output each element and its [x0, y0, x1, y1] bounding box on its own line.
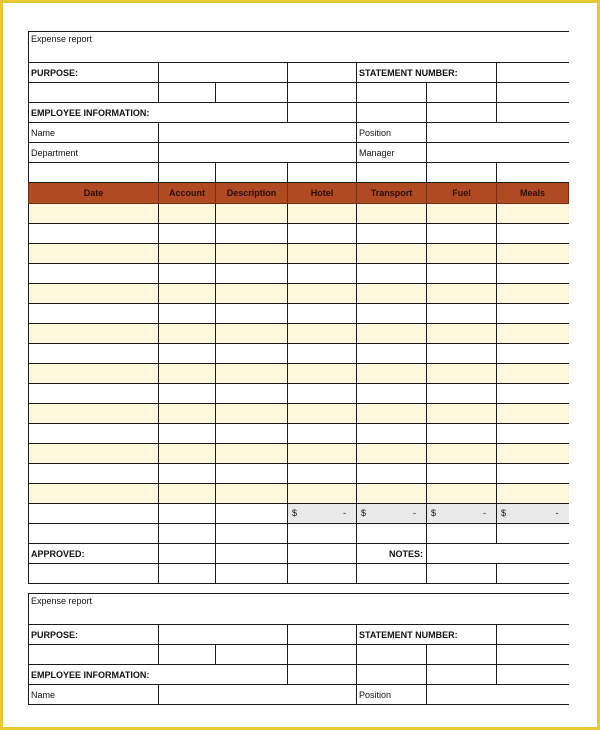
expense-cell[interactable] [29, 204, 159, 224]
expense-cell[interactable] [216, 444, 288, 464]
cell[interactable] [427, 645, 497, 665]
expense-cell[interactable] [216, 304, 288, 324]
name-row [29, 685, 569, 705]
cell[interactable] [159, 83, 216, 103]
employee-info-label: EMPLOYEE INFORMATION: [29, 103, 288, 123]
totals-row [29, 504, 569, 524]
expense-cell[interactable] [357, 424, 427, 444]
cell[interactable] [216, 564, 288, 584]
cell[interactable] [427, 564, 497, 584]
cell[interactable] [216, 544, 288, 564]
expense-cell[interactable] [497, 204, 569, 224]
cell[interactable] [357, 83, 427, 103]
expense-cell[interactable] [357, 484, 427, 504]
blank-row [29, 645, 569, 665]
expense-cell[interactable] [216, 244, 288, 264]
expense-cell[interactable] [288, 484, 357, 504]
expense-cell[interactable] [159, 364, 216, 384]
cell[interactable] [288, 83, 357, 103]
cell[interactable] [288, 645, 357, 665]
statement-number-value[interactable] [497, 625, 569, 645]
cell[interactable] [497, 83, 569, 103]
expense-cell[interactable] [159, 464, 216, 484]
expense-cell[interactable] [159, 224, 216, 244]
expense-row [29, 484, 569, 504]
expense-cell[interactable] [497, 464, 569, 484]
cell[interactable] [159, 504, 216, 524]
expense-cell[interactable] [288, 204, 357, 224]
cell[interactable] [288, 524, 357, 544]
total-fuel [427, 504, 497, 524]
expense-entries [29, 204, 569, 504]
name-value[interactable] [159, 685, 357, 705]
expense-cell[interactable] [29, 324, 159, 344]
expense-row [29, 324, 569, 344]
column-header-description: Description [216, 183, 288, 204]
purpose-row [29, 625, 569, 645]
expense-cell[interactable] [357, 364, 427, 384]
expense-cell[interactable] [216, 324, 288, 344]
expense-cell[interactable] [427, 304, 497, 324]
purpose-value[interactable] [159, 63, 288, 83]
expense-cell[interactable] [216, 424, 288, 444]
cell[interactable] [497, 665, 569, 685]
expense-cell[interactable] [29, 344, 159, 364]
expense-cell[interactable] [427, 224, 497, 244]
expense-cell[interactable] [497, 324, 569, 344]
cell[interactable] [288, 103, 357, 123]
cell[interactable] [497, 163, 569, 183]
expense-cell[interactable] [29, 264, 159, 284]
report-title: Expense report [29, 32, 569, 63]
expense-report-sheet-2 [28, 593, 569, 705]
expense-cell[interactable] [288, 224, 357, 244]
position-label: Position [357, 123, 427, 143]
purpose-label: PURPOSE: [29, 63, 159, 83]
expense-cell[interactable] [159, 444, 216, 464]
expense-cell[interactable] [427, 284, 497, 304]
expense-cell[interactable] [29, 364, 159, 384]
manager-label: Manager [357, 143, 427, 163]
expense-row [29, 284, 569, 304]
expense-cell[interactable] [497, 304, 569, 324]
expense-row [29, 224, 569, 244]
currency-symbol: $ [361, 508, 367, 518]
currency-symbol: $ [501, 508, 507, 518]
expense-cell[interactable] [288, 444, 357, 464]
name-label: Name [29, 123, 159, 143]
expense-cell[interactable] [29, 224, 159, 244]
expense-cell[interactable] [29, 284, 159, 304]
expense-cell[interactable] [497, 444, 569, 464]
expense-cell[interactable] [288, 304, 357, 324]
statement-number-label: STATEMENT NUMBER: [357, 625, 497, 645]
cell[interactable] [216, 504, 288, 524]
blank-row [29, 83, 569, 103]
statement-number-value[interactable] [497, 63, 569, 83]
purpose-row [29, 63, 569, 83]
expense-cell[interactable] [159, 244, 216, 264]
purpose-value[interactable] [159, 625, 288, 645]
cell[interactable] [357, 103, 427, 123]
expense-row [29, 304, 569, 324]
expense-cell[interactable] [159, 484, 216, 504]
position-label: Position [357, 685, 427, 705]
expense-cell[interactable] [288, 244, 357, 264]
expense-cell[interactable] [29, 304, 159, 324]
cell[interactable] [29, 524, 159, 544]
cell[interactable] [357, 524, 427, 544]
expense-row [29, 204, 569, 224]
expense-row [29, 424, 569, 444]
expense-cell[interactable] [357, 464, 427, 484]
expense-cell[interactable] [159, 284, 216, 304]
cell[interactable] [427, 524, 497, 544]
expense-cell[interactable] [357, 304, 427, 324]
column-header-account: Account [159, 183, 216, 204]
expense-cell[interactable] [497, 244, 569, 264]
cell[interactable] [29, 83, 159, 103]
statement-number-label: STATEMENT NUMBER: [357, 63, 497, 83]
cell[interactable] [497, 103, 569, 123]
expense-cell[interactable] [357, 444, 427, 464]
expense-row [29, 384, 569, 404]
manager-value[interactable] [427, 143, 569, 163]
purpose-label: PURPOSE: [29, 625, 159, 645]
notes-value[interactable] [427, 544, 569, 564]
expense-cell[interactable] [216, 364, 288, 384]
cell[interactable] [357, 163, 427, 183]
cell[interactable] [288, 665, 357, 685]
cell[interactable] [288, 63, 357, 83]
expense-cell[interactable] [427, 444, 497, 464]
total-amount: - [413, 508, 416, 518]
expense-cell[interactable] [427, 484, 497, 504]
employee-info-row [29, 665, 569, 685]
expense-cell[interactable] [357, 324, 427, 344]
cell[interactable] [216, 163, 288, 183]
cell[interactable] [29, 564, 159, 584]
expense-cell[interactable] [159, 304, 216, 324]
expense-cell[interactable] [29, 384, 159, 404]
cell[interactable] [357, 665, 427, 685]
report-title: Expense report [29, 594, 569, 625]
expense-cell[interactable] [216, 284, 288, 304]
expense-cell[interactable] [497, 284, 569, 304]
expense-cell[interactable] [216, 464, 288, 484]
cell[interactable] [29, 163, 159, 183]
blank-row [29, 524, 569, 544]
total-transport [357, 504, 427, 524]
cell[interactable] [216, 645, 288, 665]
expense-cell[interactable] [216, 264, 288, 284]
expense-cell[interactable] [427, 264, 497, 284]
expense-cell[interactable] [497, 264, 569, 284]
position-value[interactable] [427, 685, 569, 705]
cell[interactable] [288, 564, 357, 584]
blank-row [29, 564, 569, 584]
expense-cell[interactable] [427, 324, 497, 344]
total-amount: - [483, 508, 486, 518]
expense-cell[interactable] [427, 384, 497, 404]
employee-info-row [29, 103, 569, 123]
expense-cell[interactable] [427, 344, 497, 364]
cell[interactable] [427, 83, 497, 103]
expense-cell[interactable] [29, 444, 159, 464]
expense-cell[interactable] [288, 264, 357, 284]
expense-cell[interactable] [29, 464, 159, 484]
total-amount: - [343, 508, 346, 518]
expense-cell[interactable] [497, 404, 569, 424]
approval-row [29, 544, 569, 564]
currency-symbol: $ [431, 508, 437, 518]
cell[interactable] [497, 645, 569, 665]
cell[interactable] [357, 564, 427, 584]
total-meals [497, 504, 569, 524]
expense-row [29, 464, 569, 484]
expense-cell[interactable] [497, 384, 569, 404]
expense-cell[interactable] [427, 364, 497, 384]
department-value[interactable] [159, 143, 357, 163]
expense-cell[interactable] [427, 244, 497, 264]
position-value[interactable] [427, 123, 569, 143]
expense-cell[interactable] [357, 384, 427, 404]
expense-row [29, 364, 569, 384]
approved-label: APPROVED: [29, 544, 159, 564]
total-hotel [288, 504, 357, 524]
employee-info-label: EMPLOYEE INFORMATION: [29, 665, 288, 685]
total-amount: - [555, 508, 559, 518]
cell[interactable] [216, 83, 288, 103]
expense-cell[interactable] [216, 484, 288, 504]
cell[interactable] [288, 163, 357, 183]
cell[interactable] [29, 504, 159, 524]
expense-cell[interactable] [288, 404, 357, 424]
column-header-transport: Transport [357, 183, 427, 204]
expense-cell[interactable] [216, 224, 288, 244]
expense-cell[interactable] [427, 424, 497, 444]
expense-cell[interactable] [288, 344, 357, 364]
expense-row [29, 264, 569, 284]
expense-cell[interactable] [288, 324, 357, 344]
cell[interactable] [427, 163, 497, 183]
column-header-fuel: Fuel [427, 183, 497, 204]
expense-cell[interactable] [357, 244, 427, 264]
expense-cell[interactable] [159, 404, 216, 424]
expense-cell[interactable] [357, 344, 427, 364]
expense-cell[interactable] [427, 204, 497, 224]
expense-cell[interactable] [159, 344, 216, 364]
expense-cell[interactable] [216, 204, 288, 224]
expense-row [29, 444, 569, 464]
expense-cell[interactable] [497, 424, 569, 444]
expense-cell[interactable] [288, 424, 357, 444]
cell[interactable] [288, 544, 357, 564]
notes-label: NOTES: [357, 544, 427, 564]
department-label: Department [29, 143, 159, 163]
expense-cell[interactable] [497, 364, 569, 384]
expense-row [29, 404, 569, 424]
cell[interactable] [427, 665, 497, 685]
expense-cell[interactable] [216, 404, 288, 424]
expense-cell[interactable] [357, 204, 427, 224]
expense-cell[interactable] [288, 464, 357, 484]
blank-row [29, 163, 569, 183]
expense-row [29, 244, 569, 264]
expense-cell[interactable] [29, 424, 159, 444]
name-row [29, 123, 569, 143]
expense-cell[interactable] [427, 464, 497, 484]
cell[interactable] [159, 564, 216, 584]
expense-cell[interactable] [29, 244, 159, 264]
expense-cell[interactable] [159, 264, 216, 284]
cell[interactable] [159, 524, 216, 544]
expense-row [29, 344, 569, 364]
cell[interactable] [497, 564, 569, 584]
cell[interactable] [159, 645, 216, 665]
cell[interactable] [159, 163, 216, 183]
cell[interactable] [29, 645, 159, 665]
cell[interactable] [497, 524, 569, 544]
cell[interactable] [216, 524, 288, 544]
column-header-row [29, 183, 569, 204]
expense-cell[interactable] [357, 284, 427, 304]
cell[interactable] [357, 645, 427, 665]
expense-cell[interactable] [159, 384, 216, 404]
expense-cell[interactable] [216, 344, 288, 364]
department-row [29, 143, 569, 163]
expense-cell[interactable] [357, 264, 427, 284]
approved-signature[interactable] [159, 544, 216, 564]
expense-cell[interactable] [159, 324, 216, 344]
expense-cell[interactable] [497, 224, 569, 244]
cell[interactable] [288, 625, 357, 645]
expense-report-sheet [28, 31, 569, 584]
expense-cell[interactable] [357, 224, 427, 244]
column-header-date: Date [29, 183, 159, 204]
expense-cell[interactable] [288, 384, 357, 404]
expense-cell[interactable] [427, 404, 497, 424]
expense-cell[interactable] [159, 424, 216, 444]
expense-cell[interactable] [497, 344, 569, 364]
cell[interactable] [427, 103, 497, 123]
currency-symbol: $ [292, 508, 298, 518]
expense-cell[interactable] [29, 404, 159, 424]
name-value[interactable] [159, 123, 357, 143]
name-label: Name [29, 685, 159, 705]
expense-cell[interactable] [357, 404, 427, 424]
title-row [29, 594, 569, 625]
expense-cell[interactable] [216, 384, 288, 404]
title-row [29, 32, 569, 63]
expense-cell[interactable] [497, 484, 569, 504]
column-header-meals: Meals [497, 183, 569, 204]
expense-cell[interactable] [288, 364, 357, 384]
expense-cell[interactable] [29, 484, 159, 504]
column-header-hotel: Hotel [288, 183, 357, 204]
expense-cell[interactable] [159, 204, 216, 224]
expense-cell[interactable] [288, 284, 357, 304]
